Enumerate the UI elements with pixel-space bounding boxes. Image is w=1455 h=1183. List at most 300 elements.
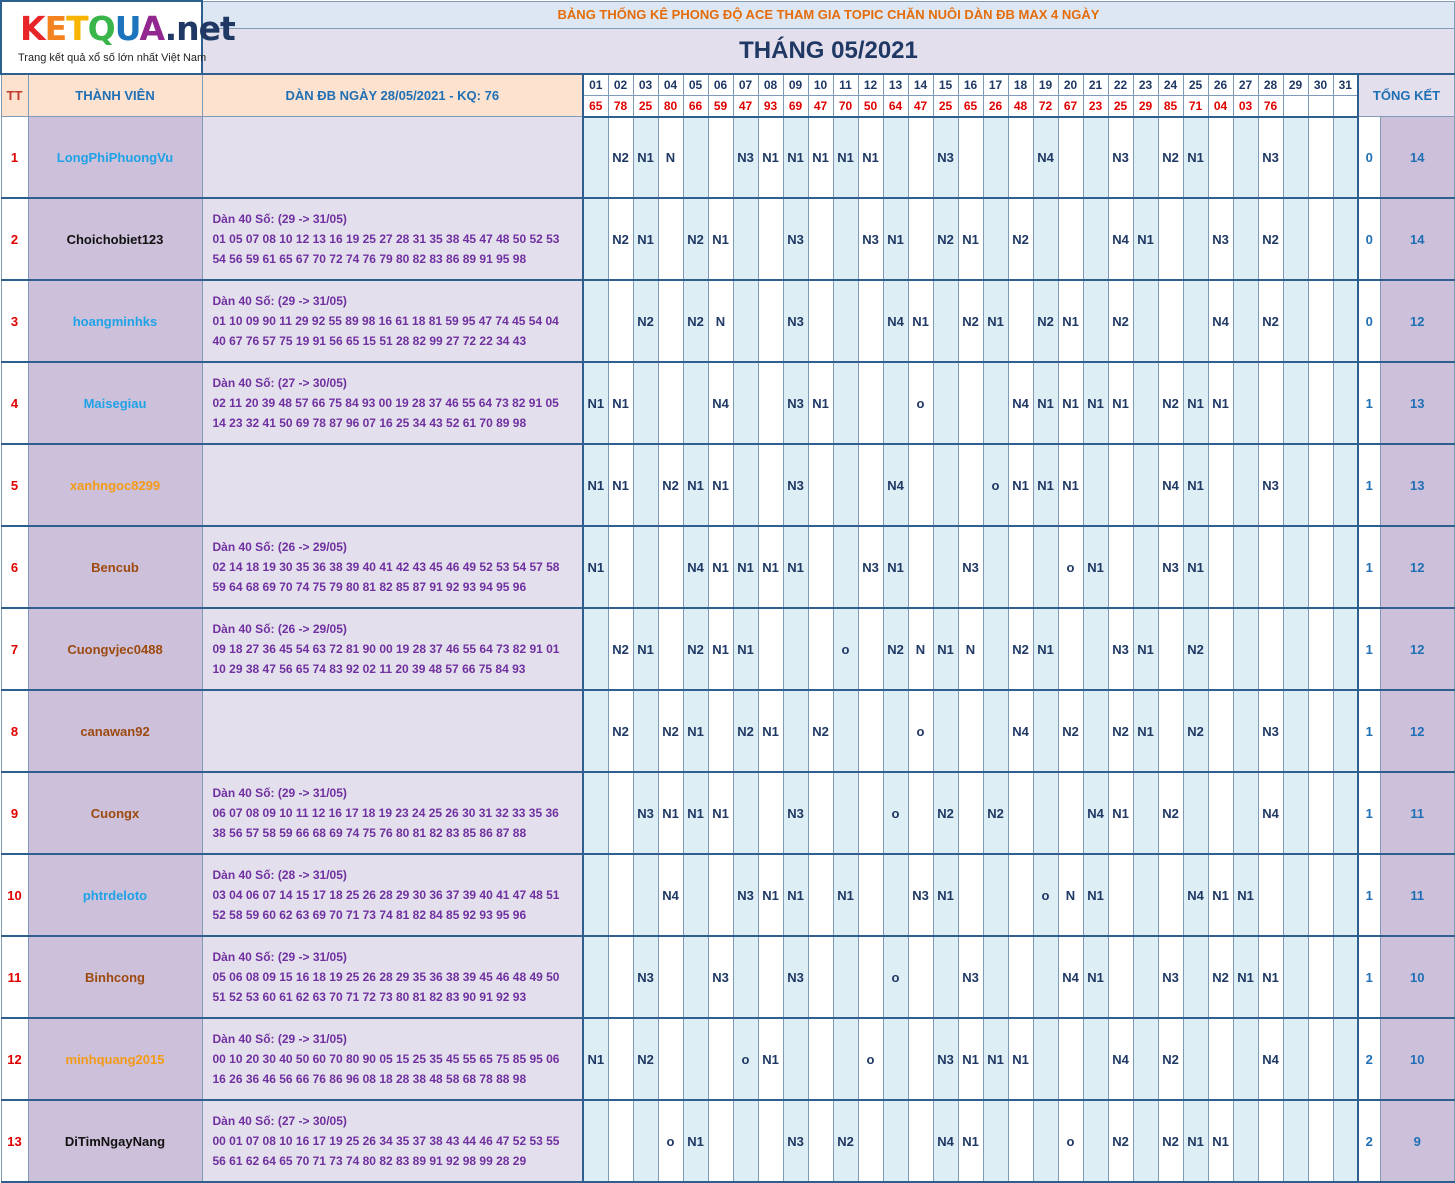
day-cell (1308, 280, 1333, 362)
day-cell: N1 (758, 854, 783, 936)
logo-wordmark: KETQUA.net (20, 9, 235, 49)
day-cell (1283, 690, 1308, 772)
day-cell (1058, 1018, 1083, 1100)
day-cell: N4 (1083, 772, 1108, 854)
member-name[interactable]: Maisegiau (28, 362, 202, 444)
dan-numbers (202, 772, 583, 854)
day-cell (808, 772, 833, 854)
table-row (1, 1018, 1455, 1100)
day-cell (1158, 280, 1183, 362)
day-cell: N2 (658, 690, 683, 772)
day-cell (1133, 280, 1158, 362)
day-header: 09 (783, 74, 808, 96)
dan-numbers (202, 690, 583, 772)
day-cell: N1 (583, 444, 608, 526)
day-cell: N3 (958, 936, 983, 1018)
member-name[interactable]: xanhngoc8299 (28, 444, 202, 526)
day-cell (908, 1018, 933, 1100)
member-name[interactable]: DiTimNgayNang (28, 1100, 202, 1182)
member-name[interactable]: Choichobiet123 (28, 198, 202, 280)
day-cell (983, 362, 1008, 444)
day-cell (808, 444, 833, 526)
dan-dan-title: Dàn 40 Số: (29 -> 31/05) (212, 950, 347, 964)
total-count: 11 (1380, 854, 1455, 936)
day-cell: N1 (808, 117, 833, 199)
day-cell: N1 (683, 690, 708, 772)
day-cell: N1 (1183, 1100, 1208, 1182)
day-cell: N3 (908, 854, 933, 936)
day-cell (1083, 444, 1108, 526)
dan-dan-l2: 59 64 68 69 70 74 75 79 80 81 82 85 87 91 92 93 94 95 96 (212, 580, 527, 594)
day-cell (758, 444, 783, 526)
day-cell: o (883, 772, 908, 854)
day-cell: N1 (883, 526, 908, 608)
day-result: 47 (808, 95, 833, 117)
day-cell: N1 (1183, 362, 1208, 444)
day-cell: N3 (958, 526, 983, 608)
day-cell (1233, 1100, 1258, 1182)
day-cell: N2 (683, 608, 708, 690)
day-header: 26 (1208, 74, 1233, 96)
day-cell: N1 (1058, 280, 1083, 362)
logo[interactable] (1, 1, 235, 74)
day-cell: N1 (1083, 936, 1108, 1018)
day-cell (933, 362, 958, 444)
dan-dan-title: Dàn 40 Số: (26 -> 29/05) (212, 622, 347, 636)
day-cell: N2 (1258, 198, 1283, 280)
day-cell: N1 (583, 526, 608, 608)
day-cell: N1 (683, 1100, 708, 1182)
day-cell (858, 690, 883, 772)
row-number: 7 (1, 608, 28, 690)
day-cell (783, 608, 808, 690)
day-cell (883, 117, 908, 199)
day-cell: N1 (1208, 1100, 1233, 1182)
day-cell (1033, 772, 1058, 854)
day-cell: o (733, 1018, 758, 1100)
day-cell: N4 (1183, 854, 1208, 936)
day-cell (1233, 772, 1258, 854)
day-cell (1233, 117, 1258, 199)
day-cell: N2 (1158, 1018, 1183, 1100)
day-cell (883, 1018, 908, 1100)
day-cell: N2 (683, 280, 708, 362)
day-cell (783, 1018, 808, 1100)
member-name[interactable]: Binhcong (28, 936, 202, 1018)
day-cell (1208, 772, 1233, 854)
day-result: 59 (708, 95, 733, 117)
day-result (1308, 95, 1333, 117)
day-cell: N3 (783, 936, 808, 1018)
table-row (1, 936, 1455, 1018)
day-result: 47 (733, 95, 758, 117)
dan-dan-title: Dàn 40 Số: (29 -> 31/05) (212, 212, 347, 226)
day-cell (908, 772, 933, 854)
day-cell (733, 772, 758, 854)
dan-dan-l1: 02 11 20 39 48 57 66 75 84 93 00 19 28 37 46 55 64 73 82 91 05 (212, 396, 559, 410)
day-cell: o (883, 936, 908, 1018)
day-cell: N3 (1158, 526, 1183, 608)
day-cell (1308, 198, 1333, 280)
day-cell: N1 (1258, 936, 1283, 1018)
win-count: 1 (1358, 526, 1380, 608)
day-cell: N3 (1108, 608, 1133, 690)
day-cell: N3 (1258, 117, 1283, 199)
day-cell: N (908, 608, 933, 690)
day-cell (833, 936, 858, 1018)
day-cell: N4 (883, 280, 908, 362)
total-count: 9 (1380, 1100, 1455, 1182)
day-cell (758, 1100, 783, 1182)
dan-numbers (202, 117, 583, 199)
day-cell (1233, 608, 1258, 690)
total-count: 13 (1380, 444, 1455, 526)
day-cell (1258, 362, 1283, 444)
dan-dan-title: Dàn 40 Số: (27 -> 30/05) (212, 1114, 347, 1128)
day-cell (1133, 117, 1158, 199)
day-cell (908, 198, 933, 280)
dan-numbers (202, 362, 583, 444)
day-cell: N (658, 117, 683, 199)
day-cell (1058, 198, 1083, 280)
day-cell: N4 (1158, 444, 1183, 526)
day-cell (1233, 444, 1258, 526)
day-cell: N1 (708, 444, 733, 526)
day-cell: o (908, 690, 933, 772)
member-name[interactable]: phtrdeloto (28, 854, 202, 936)
member-name[interactable]: LongPhiPhuongVu (28, 117, 202, 199)
day-cell: N1 (1108, 362, 1133, 444)
dan-dan-l2: 38 56 57 58 59 66 68 69 74 75 76 80 81 82 83 85 86 87 88 (212, 826, 527, 840)
day-cell (1233, 690, 1258, 772)
member-name[interactable]: Bencub (28, 526, 202, 608)
day-cell: N2 (608, 198, 633, 280)
total-count: 11 (1380, 772, 1455, 854)
day-header: 21 (1083, 74, 1108, 96)
day-cell (1308, 936, 1333, 1018)
day-cell (708, 690, 733, 772)
table-top-title: BẢNG THỐNG KÊ PHONG ĐỘ ACE THAM GIA TOPIC CHĂN NUÔI DÀN ĐB MAX 4 NGÀY (202, 1, 1455, 28)
day-cell (1183, 280, 1208, 362)
day-cell: N2 (1158, 772, 1183, 854)
day-cell (808, 198, 833, 280)
day-cell (1208, 690, 1233, 772)
day-result: 72 (1033, 95, 1058, 117)
day-cell (1233, 280, 1258, 362)
day-cell (808, 608, 833, 690)
day-cell: N1 (1033, 608, 1058, 690)
day-cell (1333, 280, 1358, 362)
day-cell (1283, 444, 1308, 526)
day-cell (608, 280, 633, 362)
day-cell (1133, 854, 1158, 936)
row-number: 2 (1, 198, 28, 280)
total-count: 10 (1380, 936, 1455, 1018)
day-cell (1233, 362, 1258, 444)
day-result: 64 (883, 95, 908, 117)
day-cell (1308, 854, 1333, 936)
day-header: 01 (583, 74, 608, 96)
day-cell (858, 854, 883, 936)
day-cell (733, 280, 758, 362)
dan-numbers (202, 444, 583, 526)
dan-dan-l1: 02 14 18 19 30 35 36 38 39 40 41 42 43 45 46 49 52 53 54 57 58 (212, 560, 560, 574)
day-cell: N2 (1158, 362, 1183, 444)
day-cell: o (1058, 1100, 1083, 1182)
win-count: 1 (1358, 690, 1380, 772)
dan-dan-title: Dàn 40 Số: (29 -> 31/05) (212, 1032, 347, 1046)
day-cell (808, 1018, 833, 1100)
day-result: 48 (1008, 95, 1033, 117)
day-cell (733, 198, 758, 280)
day-cell: N2 (958, 280, 983, 362)
day-cell (1283, 526, 1308, 608)
day-cell (1333, 936, 1358, 1018)
day-cell: N1 (733, 526, 758, 608)
day-cell: N1 (708, 772, 733, 854)
day-cell (1033, 526, 1058, 608)
logo-tagline: Trang kết quả xổ số lớn nhất Việt Nam (18, 52, 207, 65)
member-name[interactable]: hoangminhks (28, 280, 202, 362)
day-cell (1283, 362, 1308, 444)
day-cell (608, 1018, 633, 1100)
day-cell: N3 (733, 854, 758, 936)
day-cell: N1 (783, 854, 808, 936)
dan-numbers (202, 936, 583, 1018)
day-cell: N2 (808, 690, 833, 772)
day-cell (608, 772, 633, 854)
day-cell (808, 280, 833, 362)
day-cell (1333, 608, 1358, 690)
day-cell (1033, 690, 1058, 772)
day-cell: N1 (633, 117, 658, 199)
day-cell (1133, 936, 1158, 1018)
total-count: 12 (1380, 526, 1455, 608)
day-cell (833, 1018, 858, 1100)
day-cell (1208, 1018, 1233, 1100)
day-cell (1008, 117, 1033, 199)
dan-dan-title: Dàn 40 Số: (27 -> 30/05) (212, 376, 347, 390)
day-cell (983, 690, 1008, 772)
day-cell: N1 (1058, 362, 1083, 444)
day-cell: N1 (608, 444, 633, 526)
day-cell: N1 (758, 117, 783, 199)
dan-dan-l2: 51 52 53 60 61 62 63 70 71 72 73 80 81 82 83 90 91 92 93 (212, 990, 527, 1004)
day-cell (683, 1018, 708, 1100)
day-cell: N1 (833, 854, 858, 936)
table-row (1, 362, 1455, 444)
day-result: 25 (633, 95, 658, 117)
day-cell (1033, 198, 1058, 280)
day-cell: N1 (708, 526, 733, 608)
dan-dan-l2: 40 67 76 57 75 19 91 56 65 15 51 28 82 99 27 72 22 34 43 (212, 334, 527, 348)
row-number: 11 (1, 936, 28, 1018)
day-cell (1233, 198, 1258, 280)
day-header: 11 (833, 74, 858, 96)
day-cell (1208, 608, 1233, 690)
dan-numbers (202, 198, 583, 280)
dan-numbers (202, 608, 583, 690)
month-title: THÁNG 05/2021 (202, 28, 1455, 74)
day-cell: N4 (658, 854, 683, 936)
dan-dan-l1: 01 05 07 08 10 12 13 16 19 25 27 28 31 35 38 45 47 48 50 52 53 (212, 232, 560, 246)
day-cell: N2 (833, 1100, 858, 1182)
day-header: 17 (983, 74, 1008, 96)
day-cell (758, 280, 783, 362)
total-count: 12 (1380, 690, 1455, 772)
day-cell (808, 526, 833, 608)
day-cell: N1 (958, 198, 983, 280)
win-count: 1 (1358, 362, 1380, 444)
day-cell: N1 (1233, 854, 1258, 936)
day-cell (1308, 1018, 1333, 1100)
member-name[interactable]: canawan92 (28, 690, 202, 772)
day-cell: N1 (1183, 444, 1208, 526)
day-cell (733, 1100, 758, 1182)
dan-dan-l2: 10 29 38 47 56 65 74 83 92 02 11 20 39 48 57 66 75 84 93 (212, 662, 526, 676)
day-cell: N1 (633, 608, 658, 690)
total-count: 14 (1380, 117, 1455, 199)
dan-dan-l2: 14 23 32 41 50 69 78 87 96 07 16 25 34 43 52 61 70 89 98 (212, 416, 527, 430)
total-count: 12 (1380, 280, 1455, 362)
day-cell: N1 (1233, 936, 1258, 1018)
dan-dan-l1: 01 10 09 90 11 29 92 55 89 98 16 61 18 81 59 95 47 74 45 54 04 (212, 314, 559, 328)
day-cell (708, 854, 733, 936)
table-row (1, 280, 1455, 362)
day-cell (1158, 690, 1183, 772)
day-header: 10 (808, 74, 833, 96)
day-cell: N4 (1108, 198, 1133, 280)
row-number: 1 (1, 117, 28, 199)
day-cell (983, 117, 1008, 199)
day-cell: N3 (1258, 690, 1283, 772)
header-summary: TỔNG KẾT (1358, 74, 1455, 117)
day-cell: N1 (1108, 772, 1133, 854)
day-cell (1058, 117, 1083, 199)
day-cell: N2 (883, 608, 908, 690)
day-header: 16 (958, 74, 983, 96)
day-cell (1283, 854, 1308, 936)
day-cell: N1 (583, 1018, 608, 1100)
day-header: 06 (708, 74, 733, 96)
row-number: 12 (1, 1018, 28, 1100)
day-header: 05 (683, 74, 708, 96)
day-cell (1258, 526, 1283, 608)
day-cell: N1 (1058, 444, 1083, 526)
day-cell: N1 (733, 608, 758, 690)
day-result: 70 (833, 95, 858, 117)
day-cell: N (708, 280, 733, 362)
day-cell (858, 444, 883, 526)
day-cell: N4 (1008, 690, 1033, 772)
day-header: 14 (908, 74, 933, 96)
day-cell: N2 (1183, 608, 1208, 690)
member-name[interactable]: Cuongvjec0488 (28, 608, 202, 690)
day-cell: N1 (583, 362, 608, 444)
day-cell (608, 526, 633, 608)
day-cell (808, 854, 833, 936)
table-row (1, 1100, 1455, 1182)
day-cell: N4 (1258, 1018, 1283, 1100)
dan-dan-title: Dàn 40 Số: (26 -> 29/05) (212, 540, 347, 554)
row-number: 6 (1, 526, 28, 608)
day-cell (1283, 198, 1308, 280)
day-cell: N3 (783, 444, 808, 526)
dan-dan-l1: 00 10 20 30 40 50 60 70 80 90 05 15 25 35 45 55 65 75 85 95 06 (212, 1052, 560, 1066)
day-cell (658, 362, 683, 444)
day-cell: N4 (1033, 117, 1058, 199)
member-name[interactable]: Cuongx (28, 772, 202, 854)
day-cell (1283, 117, 1308, 199)
day-cell (608, 936, 633, 1018)
day-result: 04 (1208, 95, 1233, 117)
row-number: 9 (1, 772, 28, 854)
day-header: 20 (1058, 74, 1083, 96)
day-cell: N2 (683, 198, 708, 280)
day-cell: N1 (758, 526, 783, 608)
day-cell (858, 608, 883, 690)
dan-numbers (202, 526, 583, 608)
day-cell (1283, 1018, 1308, 1100)
day-cell (1183, 936, 1208, 1018)
day-cell (933, 936, 958, 1018)
day-result: 26 (983, 95, 1008, 117)
day-cell (658, 936, 683, 1018)
day-cell (1183, 198, 1208, 280)
day-cell (658, 198, 683, 280)
day-cell (1258, 1100, 1283, 1182)
logo-letter: U (114, 9, 140, 49)
row-number: 10 (1, 854, 28, 936)
day-cell (683, 854, 708, 936)
header-member: THÀNH VIÊN (28, 74, 202, 117)
day-cell: N2 (1258, 280, 1283, 362)
day-header: 25 (1183, 74, 1208, 96)
day-cell (983, 608, 1008, 690)
day-cell: N2 (1008, 608, 1033, 690)
day-cell (833, 444, 858, 526)
day-cell (583, 117, 608, 199)
day-cell (1008, 854, 1033, 936)
day-cell (1033, 1018, 1058, 1100)
dan-numbers (202, 1018, 583, 1100)
logo-letter: T (66, 9, 88, 49)
day-cell: N3 (858, 198, 883, 280)
member-name[interactable]: minhquang2015 (28, 1018, 202, 1100)
day-cell (1258, 854, 1283, 936)
day-cell (833, 690, 858, 772)
dan-dan-title: Dàn 40 Số: (28 -> 31/05) (212, 868, 347, 882)
day-header: 13 (883, 74, 908, 96)
day-cell: N1 (983, 1018, 1008, 1100)
day-cell (583, 608, 608, 690)
day-cell (1283, 608, 1308, 690)
day-cell (1308, 362, 1333, 444)
day-cell (1333, 198, 1358, 280)
day-cell: N1 (1008, 1018, 1033, 1100)
day-cell: N4 (933, 1100, 958, 1182)
win-count: 1 (1358, 444, 1380, 526)
day-cell (1283, 936, 1308, 1018)
day-cell (708, 1018, 733, 1100)
day-cell (758, 198, 783, 280)
day-header: 12 (858, 74, 883, 96)
day-cell (783, 690, 808, 772)
day-result: 66 (683, 95, 708, 117)
day-cell: N3 (733, 117, 758, 199)
day-cell (683, 936, 708, 1018)
row-number: 3 (1, 280, 28, 362)
